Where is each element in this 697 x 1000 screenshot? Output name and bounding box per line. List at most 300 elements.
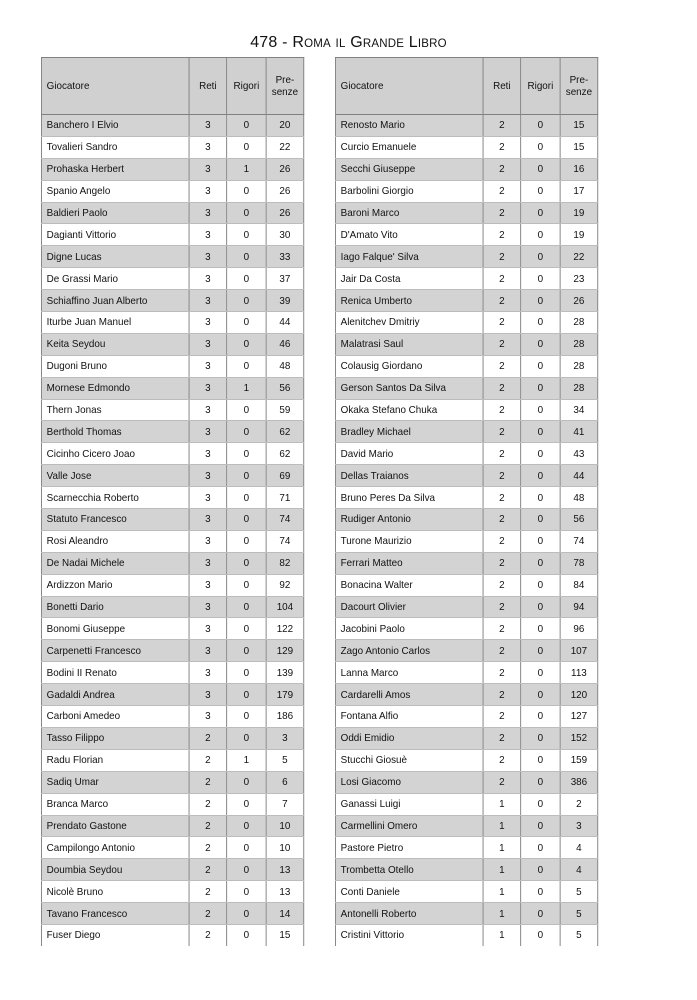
goals-cell: 2 [483,465,521,487]
goals-cell: 3 [189,596,227,618]
appearances-cell: 10 [266,815,304,837]
appearances-cell: 78 [560,552,598,574]
goals-cell: 3 [189,684,227,706]
table-row [335,530,597,552]
player-name-cell: Pastore Pietro [335,837,483,859]
player-name-cell: Antonelli Roberto [335,903,483,925]
appearances-cell: 34 [560,399,598,421]
goals-cell: 2 [483,727,521,749]
goals-cell: 3 [189,618,227,640]
appearances-cell: 74 [266,530,304,552]
penalties-cell: 0 [227,180,266,202]
title-word [350,34,404,51]
table-row [41,859,303,881]
goals-cell: 2 [483,662,521,684]
title-word [292,34,331,51]
title-word [336,34,346,51]
goals-cell: 2 [483,509,521,531]
header-appearances [266,58,304,115]
penalties-cell: 0 [521,355,560,377]
header-appearances-line2: senze [565,86,593,98]
goals-cell: 2 [189,837,227,859]
player-name-cell: Bradley Michael [335,421,483,443]
penalties-cell: 0 [521,640,560,662]
table-row [41,793,303,815]
appearances-cell: 26 [560,290,598,312]
table-row [41,618,303,640]
appearances-cell: 69 [266,465,304,487]
header-goals: Reti [483,58,521,115]
header-player: Giocatore [41,58,189,115]
goals-cell: 2 [189,771,227,793]
player-name-cell: Fuser Diego [41,924,189,945]
appearances-cell: 152 [560,727,598,749]
penalties-cell: 0 [521,618,560,640]
table-row [41,640,303,662]
appearances-cell: 120 [560,684,598,706]
goals-cell: 2 [483,574,521,596]
table-row [335,706,597,728]
table-row [41,290,303,312]
player-name-cell: Dacourt Olivier [335,596,483,618]
penalties-cell: 0 [227,355,266,377]
goals-cell: 3 [189,465,227,487]
appearances-cell: 43 [560,443,598,465]
goals-cell: 2 [189,881,227,903]
goals-cell: 3 [189,158,227,180]
header-appearances-line1: Pre- [275,74,295,86]
penalties-cell: 0 [521,574,560,596]
goals-cell: 3 [189,224,227,246]
player-name-cell: Baroni Marco [335,202,483,224]
penalties-cell: 0 [227,290,266,312]
appearances-cell: 4 [560,859,598,881]
goals-cell: 3 [189,399,227,421]
penalties-cell: 1 [227,377,266,399]
player-name-cell: Nicolè Bruno [41,881,189,903]
penalties-cell: 0 [227,618,266,640]
penalties-cell: 0 [521,530,560,552]
player-name-cell: Valle Jose [41,465,189,487]
penalties-cell: 0 [521,465,560,487]
penalties-cell: 0 [521,158,560,180]
player-name-cell: Carmellini Omero [335,815,483,837]
player-name-cell: Prendato Gastone [41,815,189,837]
player-name-cell: Zago Antonio Carlos [335,640,483,662]
player-name-cell: Gadaldi Andrea [41,684,189,706]
table-row [41,355,303,377]
appearances-cell: 84 [560,574,598,596]
appearances-cell: 37 [266,268,304,290]
goals-cell: 3 [189,355,227,377]
player-name-cell: Carpenetti Francesco [41,640,189,662]
table-row [335,246,597,268]
appearances-cell: 16 [560,158,598,180]
table-row [41,312,303,334]
penalties-cell: 0 [227,333,266,355]
appearances-cell: 19 [560,224,598,246]
appearances-cell: 96 [560,618,598,640]
player-name-cell: D'Amato Vito [335,224,483,246]
goals-cell: 2 [483,596,521,618]
table-row [41,421,303,443]
penalties-cell: 0 [521,903,560,925]
table-row [335,136,597,158]
appearances-cell: 22 [560,246,598,268]
table-row [335,749,597,771]
goals-cell: 2 [483,421,521,443]
table-row [335,771,597,793]
table-row [335,881,597,903]
player-name-cell: Gerson Santos Da Silva [335,377,483,399]
appearances-cell: 59 [266,399,304,421]
player-name-cell: Dugoni Bruno [41,355,189,377]
goals-cell: 3 [189,509,227,531]
goals-cell: 2 [483,377,521,399]
goals-cell: 2 [483,399,521,421]
table-row [335,399,597,421]
table-row [335,509,597,531]
player-name-cell: Cardarelli Amos [335,684,483,706]
page-number: 478 [250,34,278,51]
penalties-cell: 0 [227,903,266,925]
goals-cell: 3 [189,574,227,596]
player-name-cell: Jair Da Costa [335,268,483,290]
player-name-cell: Prohaska Herbert [41,158,189,180]
table-row [41,530,303,552]
goals-cell: 2 [483,224,521,246]
goals-cell: 1 [483,815,521,837]
player-name-cell: Bonetti Dario [41,596,189,618]
table-row [335,727,597,749]
goals-cell: 2 [189,727,227,749]
penalties-cell: 0 [227,202,266,224]
penalties-cell: 0 [521,509,560,531]
table-row [41,509,303,531]
goals-cell: 3 [189,421,227,443]
player-name-cell: De Nadai Michele [41,552,189,574]
penalties-cell: 0 [521,793,560,815]
penalties-cell: 1 [227,158,266,180]
player-name-cell: Stucchi Giosuè [335,749,483,771]
penalties-cell: 0 [521,749,560,771]
goals-cell: 2 [483,333,521,355]
penalties-cell: 0 [227,224,266,246]
appearances-cell: 7 [266,793,304,815]
player-name-cell: Okaka Stefano Chuka [335,399,483,421]
goals-cell: 3 [189,487,227,509]
penalties-cell: 0 [521,443,560,465]
table-row [41,662,303,684]
goals-cell: 2 [483,268,521,290]
player-name-cell: Bruno Peres Da Silva [335,487,483,509]
goals-cell: 2 [483,771,521,793]
penalties-cell: 0 [521,924,560,945]
penalties-cell: 0 [227,924,266,945]
table-row [41,443,303,465]
penalties-cell: 0 [521,399,560,421]
title-word-rest: IBRO [417,38,447,50]
table-row [335,115,597,137]
player-name-cell: Banchero I Elvio [41,115,189,137]
player-name-cell: Colausig Giordano [335,355,483,377]
table-row [41,749,303,771]
title-word-rest: IL [335,38,346,50]
table-row [335,924,597,945]
table-row [41,574,303,596]
table-row [335,552,597,574]
goals-cell: 2 [189,749,227,771]
table-row [41,202,303,224]
table-row [41,158,303,180]
penalties-cell: 0 [521,662,560,684]
player-name-cell: Jacobini Paolo [335,618,483,640]
penalties-cell: 0 [227,727,266,749]
goals-cell: 1 [483,924,521,945]
table-header-row [41,58,303,115]
book-title [292,34,446,51]
player-name-cell: Mornese Edmondo [41,377,189,399]
table-header-row [335,58,597,115]
table-row [335,443,597,465]
player-name-cell: Oddi Emidio [335,727,483,749]
appearances-cell: 15 [560,115,598,137]
player-name-cell: Thern Jonas [41,399,189,421]
appearances-cell: 28 [560,377,598,399]
penalties-cell: 0 [521,421,560,443]
player-name-cell: Doumbia Seydou [41,859,189,881]
goals-cell: 3 [189,246,227,268]
appearances-cell: 107 [560,640,598,662]
player-name-cell: Cicinho Cicero Joao [41,443,189,465]
penalties-cell: 0 [521,771,560,793]
table-row [335,180,597,202]
appearances-cell: 4 [560,837,598,859]
goals-cell: 2 [483,618,521,640]
appearances-cell: 39 [266,290,304,312]
appearances-cell: 6 [266,771,304,793]
appearances-cell: 44 [560,465,598,487]
table-row [41,487,303,509]
penalties-cell: 0 [521,552,560,574]
player-name-cell: Renosto Mario [335,115,483,137]
appearances-cell: 122 [266,618,304,640]
goals-cell: 2 [189,903,227,925]
goals-cell: 1 [483,859,521,881]
table-row [41,136,303,158]
player-name-cell: Trombetta Otello [335,859,483,881]
penalties-cell: 0 [227,640,266,662]
appearances-cell: 82 [266,552,304,574]
penalties-cell: 0 [521,180,560,202]
appearances-cell: 92 [266,574,304,596]
goals-cell: 3 [189,377,227,399]
goals-cell: 2 [189,924,227,945]
penalties-cell: 0 [227,574,266,596]
penalties-cell: 0 [521,377,560,399]
goals-cell: 2 [189,815,227,837]
appearances-cell: 74 [266,509,304,531]
table-row [335,903,597,925]
penalties-cell: 0 [227,706,266,728]
goals-cell: 2 [483,115,521,137]
appearances-cell: 26 [266,158,304,180]
header-penalties: Rigori [227,58,266,115]
table-row [335,596,597,618]
penalties-cell: 0 [227,421,266,443]
player-name-cell: Schiaffino Juan Alberto [41,290,189,312]
appearances-cell: 28 [560,333,598,355]
table-row [335,662,597,684]
penalties-cell: 0 [521,881,560,903]
table-row [41,881,303,903]
appearances-cell: 56 [560,509,598,531]
player-name-cell: Ganassi Luigi [335,793,483,815]
player-name-cell: Dagianti Vittorio [41,224,189,246]
goals-cell: 1 [483,903,521,925]
appearances-cell: 113 [560,662,598,684]
appearances-cell: 30 [266,224,304,246]
header-appearances [560,58,598,115]
player-name-cell: Lanna Marco [335,662,483,684]
table-row [335,793,597,815]
table-row [41,399,303,421]
goals-cell: 2 [483,487,521,509]
goals-cell: 2 [483,640,521,662]
player-name-cell: Dellas Traianos [335,465,483,487]
goals-cell: 3 [189,662,227,684]
player-name-cell: Alenitchev Dmitriy [335,312,483,334]
goals-cell: 3 [189,136,227,158]
table-row [335,377,597,399]
penalties-cell: 0 [227,115,266,137]
appearances-cell: 13 [266,859,304,881]
table-row [335,640,597,662]
goals-cell: 2 [189,793,227,815]
penalties-cell: 0 [227,530,266,552]
player-name-cell: Carboni Amedeo [41,706,189,728]
goals-cell: 3 [189,290,227,312]
header-goals: Reti [189,58,227,115]
player-name-cell: David Mario [335,443,483,465]
table-row [335,290,597,312]
player-name-cell: Keita Seydou [41,333,189,355]
player-name-cell: Bonacina Walter [335,574,483,596]
player-name-cell: Turone Maurizio [335,530,483,552]
penalties-cell: 0 [227,487,266,509]
player-name-cell: Bodini II Renato [41,662,189,684]
table-row [41,596,303,618]
player-name-cell: Renica Umberto [335,290,483,312]
player-name-cell: Sadiq Umar [41,771,189,793]
appearances-cell: 28 [560,312,598,334]
player-name-cell: Tavano Francesco [41,903,189,925]
goals-cell: 2 [483,552,521,574]
page-title [0,34,697,52]
player-name-cell: Berthold Thomas [41,421,189,443]
penalties-cell: 0 [227,596,266,618]
table-row [41,465,303,487]
appearances-cell: 20 [266,115,304,137]
table-row [41,115,303,137]
goals-cell: 3 [189,180,227,202]
table-row [41,268,303,290]
goals-cell: 2 [483,443,521,465]
penalties-cell: 0 [227,815,266,837]
goals-cell: 2 [483,290,521,312]
penalties-cell: 0 [227,837,266,859]
appearances-cell: 48 [266,355,304,377]
player-name-cell: Cristini Vittorio [335,924,483,945]
player-name-cell: Branca Marco [41,793,189,815]
player-name-cell: Rosi Aleandro [41,530,189,552]
penalties-cell: 0 [521,246,560,268]
goals-cell: 2 [483,202,521,224]
appearances-cell: 46 [266,333,304,355]
goals-cell: 2 [483,312,521,334]
title-word-initial: R [292,34,305,51]
appearances-cell: 26 [266,202,304,224]
goals-cell: 1 [483,837,521,859]
goals-cell: 3 [189,202,227,224]
table-row [41,180,303,202]
penalties-cell: 0 [521,290,560,312]
scorers-table-right [335,57,598,946]
penalties-cell: 0 [227,268,266,290]
player-name-cell: Rudiger Antonio [335,509,483,531]
table-row [335,574,597,596]
player-name-cell: Secchi Giuseppe [335,158,483,180]
appearances-cell: 3 [560,815,598,837]
player-name-cell: Ardizzon Mario [41,574,189,596]
appearances-cell: 386 [560,771,598,793]
appearances-cell: 5 [560,924,598,945]
goals-cell: 2 [483,706,521,728]
table-row [41,903,303,925]
penalties-cell: 0 [521,859,560,881]
title-word-rest: RANDE [362,38,405,50]
appearances-cell: 28 [560,355,598,377]
title-word-initial: G [350,34,363,51]
goals-cell: 1 [483,881,521,903]
appearances-cell: 104 [266,596,304,618]
table-row [335,859,597,881]
appearances-cell: 41 [560,421,598,443]
appearances-cell: 10 [266,837,304,859]
table-row [41,684,303,706]
goals-cell: 3 [189,115,227,137]
player-name-cell: Campilongo Antonio [41,837,189,859]
table-row [41,727,303,749]
goals-cell: 1 [483,793,521,815]
appearances-cell: 186 [266,706,304,728]
table-row [335,333,597,355]
penalties-cell: 0 [227,662,266,684]
appearances-cell: 5 [266,749,304,771]
table-row [335,487,597,509]
player-name-cell: Bonomi Giuseppe [41,618,189,640]
penalties-cell: 0 [227,136,266,158]
player-name-cell: Tasso Filippo [41,727,189,749]
table-row [335,312,597,334]
appearances-cell: 33 [266,246,304,268]
table-row [41,333,303,355]
appearances-cell: 19 [560,202,598,224]
appearances-cell: 3 [266,727,304,749]
table-row [41,815,303,837]
player-name-cell: Tovalieri Sandro [41,136,189,158]
penalties-cell: 0 [521,202,560,224]
